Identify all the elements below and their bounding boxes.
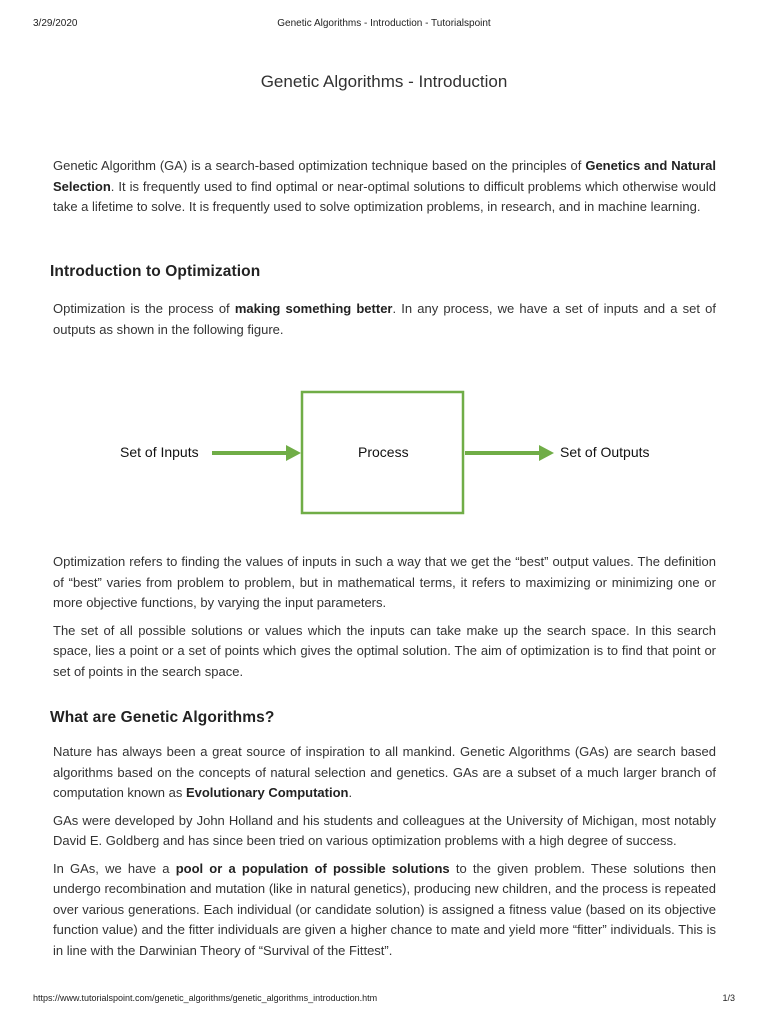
ga-paragraph-1 xyxy=(53,742,716,804)
print-page-number: 1/3 xyxy=(722,993,735,1003)
heading-introduction-to-optimization xyxy=(50,263,260,281)
ga-p1-text-2: . xyxy=(348,785,353,800)
opt-p1-text-1: Optimization is the process of xyxy=(53,301,235,316)
intro-text-2: . It is frequently used to find optimal or near-optimal solutions to difficult problems which otherwise would take a lifetime to solve. It is frequently used to solve optimization problems, in research, and in machine learning. xyxy=(53,178,716,214)
intro-paragraph xyxy=(53,156,716,218)
print-footer xyxy=(33,993,735,1007)
ga-paragraph-3 xyxy=(53,859,716,962)
optimization-details xyxy=(53,552,716,682)
optimization-paragraph-3: The set of all possible solutions or values which the inputs can take make up the search space. In this search space, lies a point or a set of points which gives the optimal solution. The aim of optimization is to find that point or set of points in the search space. xyxy=(53,622,716,679)
opt-p1-bold: making something better xyxy=(234,301,393,316)
ga-p3-text-2: to the given problem. These solutions then undergo recombination and mutation (like in natural genetics), producing new children, and the process is repeated over various generations. Each individual (or candidate solution) is assigned a fitness value (based on its objective function value) and the fitter individuals are given a higher chance to mate and yield more “fitter” individuals. This is in line with the Darwinian Theory of “Survival of the Fittest”. xyxy=(53,860,717,958)
process-diagram xyxy=(110,388,670,520)
ga-p3-bold: pool or a population of possible solutions xyxy=(175,860,450,876)
ga-paragraph-2: GAs were developed by John Holland and his students and colleagues at the University of Michigan, most notably David E. Goldberg and has since been tried on various optimization problems with a high degree of success. xyxy=(53,812,716,848)
input-arrow-head xyxy=(286,445,301,461)
optimization-intro xyxy=(53,299,716,340)
ga-p3-text-1: In GAs, we have a xyxy=(53,860,176,876)
print-header xyxy=(33,18,735,32)
intro-text-1: Genetic Algorithm (GA) is a search-based optimization technique based on the principles of xyxy=(53,158,586,173)
heading-what-are-genetic-algorithms xyxy=(50,709,274,727)
heading-text: What are Genetic Algorithms? xyxy=(50,709,275,726)
set-of-inputs-label: Set of Inputs xyxy=(120,444,199,460)
ga-p1-text-1: Nature has always been a great source of inspiration to all mankind. Genetic Algorithms (GAs) are search based algorithms based on the concepts of natural selection and genetics. GAs are a subset of a much larger branch of computation known as xyxy=(53,744,716,800)
output-arrow-head xyxy=(539,445,554,461)
ga-p1-bold: Evolutionary Computation xyxy=(185,785,349,800)
set-of-outputs-label: Set of Outputs xyxy=(560,444,650,460)
print-page-title: Genetic Algorithms - Introduction - Tutorialspoint xyxy=(277,18,491,29)
print-url: https://www.tutorialspoint.com/genetic_algorithms/genetic_algorithms_introduction.htm xyxy=(33,993,378,1003)
print-date: 3/29/2020 xyxy=(33,18,78,29)
intro-section xyxy=(53,156,716,218)
heading-text: Introduction to Optimization xyxy=(50,263,261,280)
process-label: Process xyxy=(358,444,409,460)
optimization-paragraph-2: Optimization refers to finding the values of inputs in such a way that we get the “best” output values. The definition of “best” varies from problem to problem, but in mathematical terms, it refers to maximizing or minimizing one or more objective functions, by varying the input parameters. xyxy=(53,554,716,610)
intro-bold-genetics: Genetics and Natural Selection xyxy=(53,158,716,194)
ga-section xyxy=(53,742,716,961)
opt-p1-text-2: . In any process, we have a set of inputs and a set of outputs as shown in the following figure. xyxy=(53,301,716,337)
optimization-paragraph-1 xyxy=(53,299,716,340)
page-title: Genetic Algorithms - Introduction xyxy=(260,72,508,91)
